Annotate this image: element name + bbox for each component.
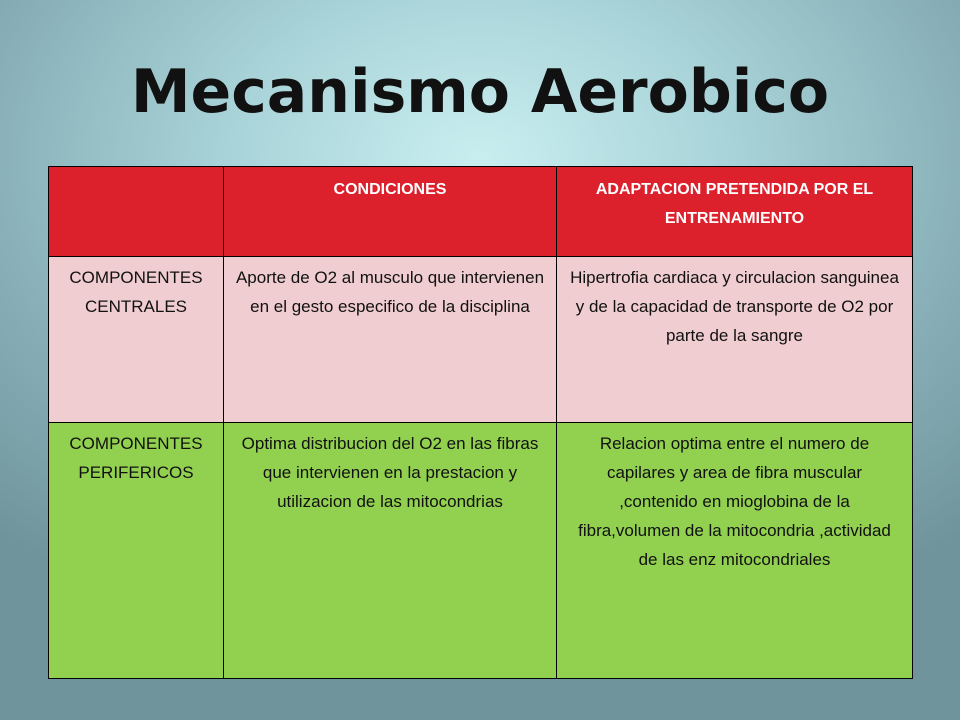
table-row — [49, 257, 913, 423]
row-label-central: COMPONENTES CENTRALES — [49, 257, 224, 423]
cell-central-adaptation: Hipertrofia cardiaca y circulacion sanguinea y de la capacidad de transporte de O2 por parte de la sangre — [557, 257, 913, 423]
slide-title: Mecanismo Aerobico — [130, 57, 830, 127]
cell-peripheral-conditions: Optima distribucion del O2 en las fibras que intervienen en la prestacion y utilizacion de las mitocondrias — [224, 423, 557, 679]
comparison-table — [48, 166, 913, 679]
header-adaptation: ADAPTACION PRETENDIDA POR EL ENTRENAMIENTO — [557, 167, 913, 257]
cell-central-conditions: Aporte de O2 al musculo que intervienen en el gesto especifico de la disciplina — [224, 257, 557, 423]
cell-peripheral-adaptation: Relacion optima entre el numero de capilares y area de fibra muscular ,contenido en mioglobina de la fibra,volumen de la mitocondria ,actividad de las enz mitocondriales — [557, 423, 913, 679]
table-row — [49, 423, 913, 679]
row-label-peripheral: COMPONENTES PERIFERICOS — [49, 423, 224, 679]
header-corner-cell — [49, 167, 224, 257]
table-header-row — [49, 167, 913, 257]
header-conditions: CONDICIONES — [224, 167, 557, 257]
